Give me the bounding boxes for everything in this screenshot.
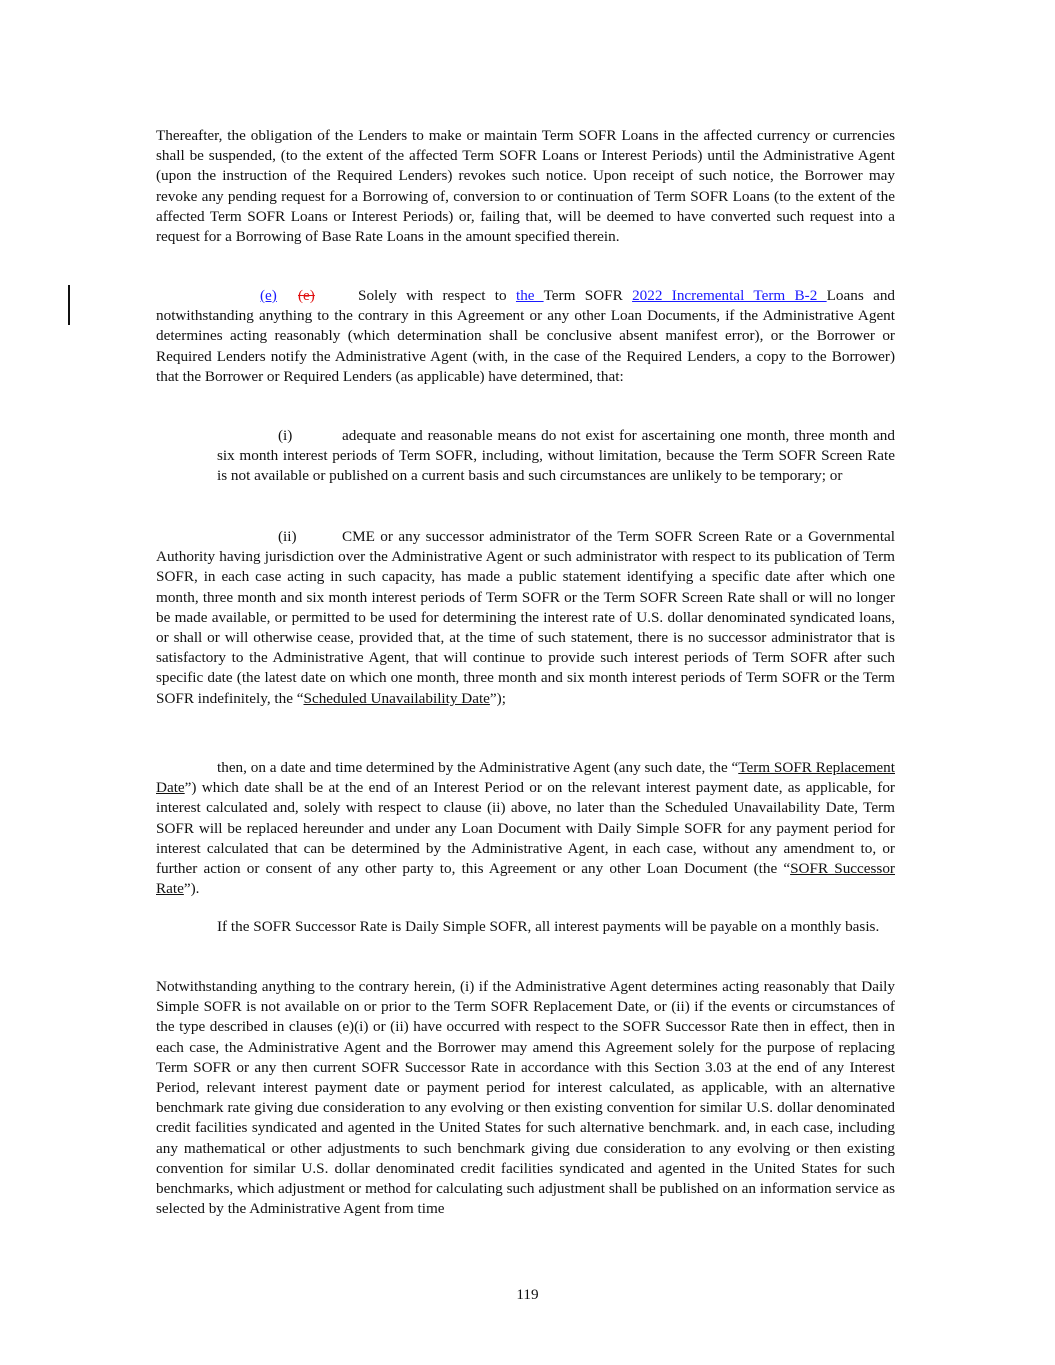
paragraph-thereafter: Thereafter, the obligation of the Lenders to make or maintain Term SOFR Loans in the affected currency or currencies shall be suspended, (to the extent of the affected Term SOFR Loans or Interest Periods) until the Administrative Agent (upon the instruction of the Required Lenders) revokes such notice. Upon receipt of such notice, the Borrower may revoke any pending request for a Borrowing of, conversion to or continuation of Term SOFR Loans (to the extent of the affected Term SOFR Loans or Interest Periods) or, failing that, will be deemed to have converted such request into a request for a Borrowing of Base Rate Loans in the amount specified therein. [156,127,895,246]
inserted-text-the: the [515,287,544,304]
paragraph-e-text-1: Solely with respect to [358,287,516,304]
clause-marker-ii: (ii) [278,528,297,545]
paragraph-i [217,426,895,487]
paragraph-e-text-3: Loans and notwithstanding anything to the contrary in this Agreement or any other Loan Documents, if the Administrative Agent determines acting reasonably (which determination shall be conclusive absent manifest error), or the Borrower or Required Lenders notify the Administrative Agent (with, in the case of the Required Lenders, a copy to the Borrower) that the Borrower or Required Lenders (as applicable) have determined, that: [156,287,896,385]
paragraph-ii [156,527,895,709]
change-bar [68,285,70,325]
paragraph-e-text-2: Term SOFR [543,287,633,304]
paragraph-i-text: adequate and reasonable means do not exist for ascertaining one month, three month and six month interest periods of Term SOFR, including, without limitation, because the Term SOFR Screen Rate is not available or published on a current basis and such circumstances are unlikely to be temporary; or [217,427,895,485]
inserted-clause-marker: (e) [260,287,277,304]
paragraph-notwithstanding: Notwithstanding anything to the contrary herein, (i) if the Administrative Agent determines acting reasonably that Daily Simple SOFR is not available on or prior to the Term SOFR Replacement Date, or (ii) if the events or circumstances of the type described in clauses (e)(i) or (ii) have occurred with respect to the SOFR Successor Rate then in effect, then in each case, the Administrative Agent and the Borrower may amend this Agreement solely for the purpose of replacing Term SOFR or any then current SOFR Successor Rate in accordance with this Section 3.03 at the end of any Interest Period, relevant interest payment date or payment period for interest calculated, as applicable, with an alternative benchmark rate giving due consideration to any evolving or then existing convention for similar U.S. dollar denominated credit facilities syndicated and agented in the United States for such alternative benchmark. and, in each case, including any mathematical or other adjustments to such benchmark giving due consideration to any evolving or then existing convention for similar U.S. dollar denominated credit facilities syndicated and agented in the United States for such benchmarks, which adjustment or method for calculating such adjustment shall be published on an information service as selected by the Administrative Agent from time [156,978,895,1218]
paragraph-ii-text-2: ”); [489,689,506,707]
paragraph-e [156,286,895,387]
paragraph-ii-text-1: CME or any successor administrator of the Term SOFR Screen Rate or a Governmental Authority having jurisdiction over the Administrative Agent or such administrator with respect to its publication of Term SOFR, in each case acting in such capacity, has made a public statement identifying a specific date after which one month, three month and six month interest periods of Term SOFR or the Term SOFR Screen Rate shall or will no longer be made available, or permitted to be used for determining the interest rate of U.S. dollar denominated syndicated loans, or shall or will otherwise cease, provided that, at the time of such statement, there is no successor administrator that is satisfactory to the Administrative Agent, that will continue to provide such interest periods of Term SOFR after such specific date (the latest date on which one month, three month and six month interest periods of Term SOFR or the Term SOFR indefinitely, the “ [156,528,895,707]
page-number: 119 [516,1286,539,1303]
paragraph-then-text-2: ”) which date shall be at the end of an Interest Period or on the relevant interest payment date, as applicable, for interest calculated and, solely with respect to clause (ii) above, no later than the Scheduled Unavailability Date, Term SOFR will be replaced hereunder and under any Loan Document with Daily Simple SOFR for any payment period for interest calculated that can be determined by the Administrative Agent, in each case, without any amendment to, or further action or consent of any other party to, this Agreement or any other Loan Document (the “ [156,779,895,878]
paragraph-then [156,758,895,899]
paragraph-then-text-3: ”). [183,880,200,898]
clause-marker-i: (i) [278,427,293,444]
paragraph-then-text-1: then, on a date and time determined by the Administrative Agent (any such date, the “ [217,759,739,776]
defined-term-sofr-successor-rate: SOFR Successor Rate [156,860,895,898]
defined-term-term-sofr-replacement-date: Term SOFR Replacement Date [156,759,895,797]
inserted-text-incremental-term: 2022 Incremental Term B-2 [632,287,827,304]
defined-term-scheduled-unavailability-date: Scheduled Unavailability Date [303,689,490,707]
paragraph-daily-simple-sofr: If the SOFR Successor Rate is Daily Simple SOFR, all interest payments will be payable on a monthly basis. [217,918,880,935]
deleted-clause-marker: (e) [298,287,315,304]
